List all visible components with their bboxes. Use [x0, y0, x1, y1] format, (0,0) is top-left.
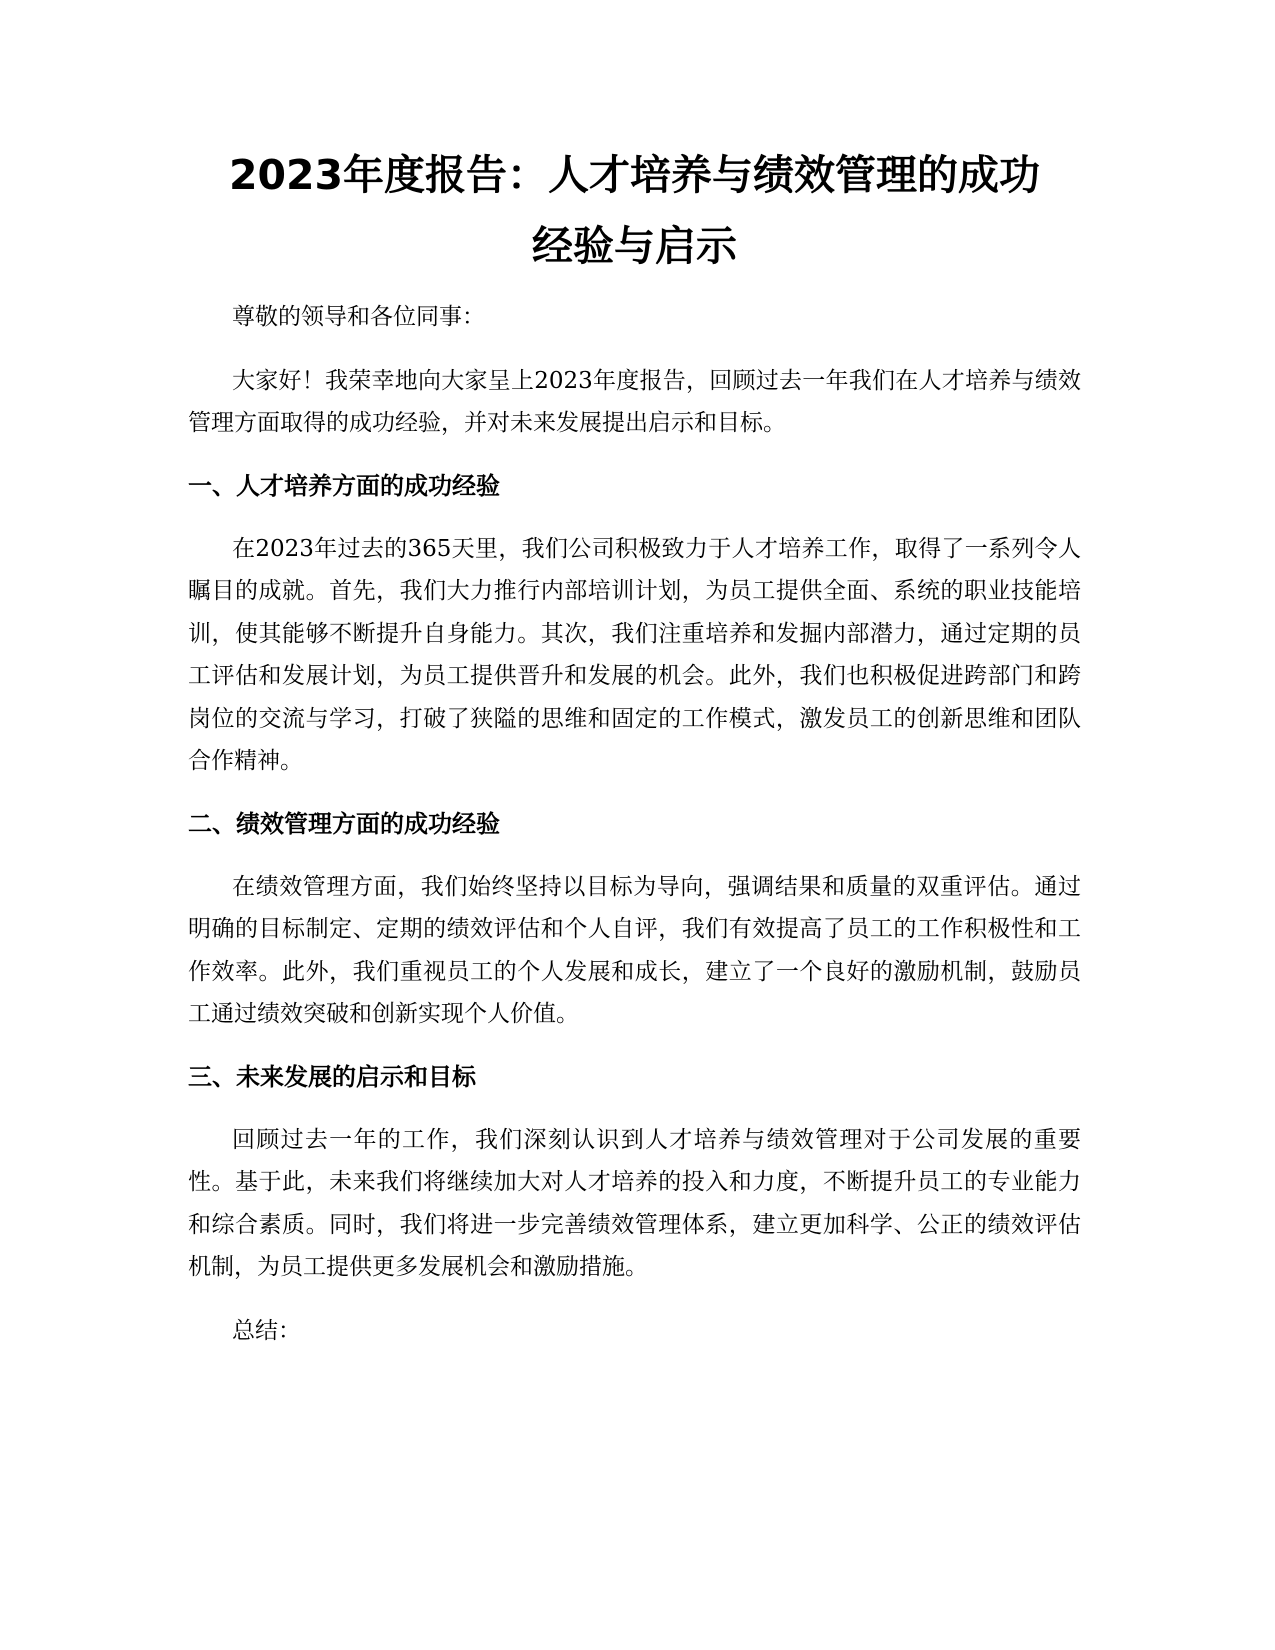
document-title [188, 140, 1081, 282]
salutation: 尊敬的领导和各位同事： [232, 304, 485, 330]
intro-paragraph: 大家好！我荣幸地向大家呈上2023年度报告，回顾过去一年我们在人才培养与绩效管理方面取得的成功经验，并对未来发展提出启示和目标。 [188, 367, 1081, 436]
section-body-performance: 在绩效管理方面，我们始终坚持以目标为导向，强调结果和质量的双重评估。通过明确的目标制定、定期的绩效评估和个人自评，我们有效提高了员工的工作积极性和工作效率。此外，我们重视员工的个人发展和成长，建立了一个良好的激励机制，鼓励员工通过绩效突破和创新实现个人价值。 [188, 873, 1081, 1027]
document-content [188, 140, 1081, 1373]
section-heading-talent: 一、人才培养方面的成功经验 [188, 471, 500, 500]
title-line-1: 2023年度报告：人才培养与绩效管理的成功 [228, 151, 1041, 199]
section-heading-future: 三、未来发展的启示和目标 [188, 1062, 476, 1091]
section-body-talent: 在2023年过去的365天里，我们公司积极致力于人才培养工作，取得了一系列令人瞩目的成就。首先，我们大力推行内部培训计划，为员工提供全面、系统的职业技能培训，使其能够不断提升自身能力。其次，我们注重培养和发掘内部潜力，通过定期的员工评估和发展计划，为员工提供晋升和发展的机会。此外，我们也积极促进跨部门和跨岗位的交流与学习，打破了狭隘的思维和固定的工作模式，激发员工的创新思维和团队合作精神。 [188, 535, 1081, 774]
title-line-2: 经验与启示 [532, 222, 737, 270]
closing-label: 总结： [232, 1317, 301, 1344]
section-heading-performance: 二、绩效管理方面的成功经验 [188, 809, 500, 838]
section-body-future: 回顾过去一年的工作，我们深刻认识到人才培养与绩效管理对于公司发展的重要性。基于此，未来我们将继续加大对人才培养的投入和力度，不断提升员工的专业能力和综合素质。同时，我们将进一步完善绩效管理体系，建立更加科学、公正的绩效评估机制，为员工提供更多发展机会和激励措施。 [188, 1126, 1081, 1280]
